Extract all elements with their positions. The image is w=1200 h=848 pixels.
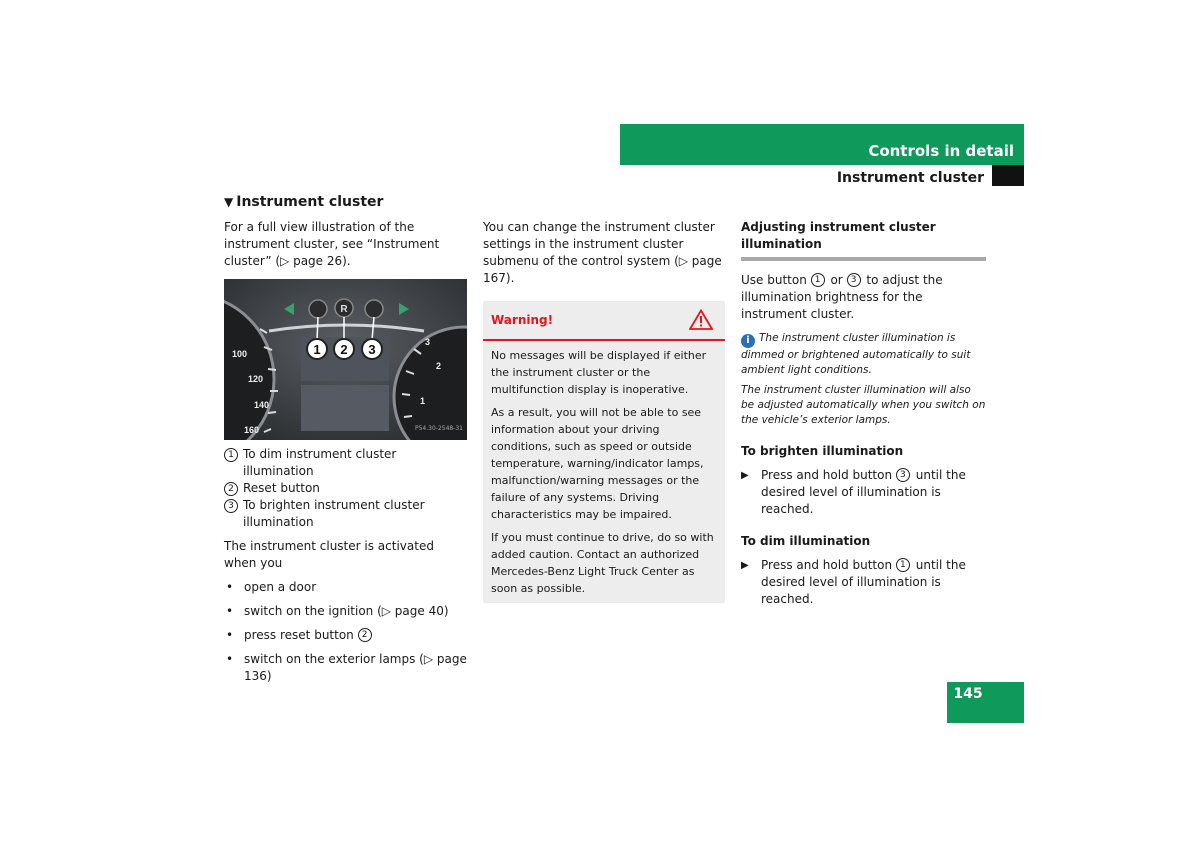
gauge-label-3: 3 (425, 337, 431, 347)
brighten-heading: To brighten illumination (741, 444, 904, 458)
column-middle (483, 219, 727, 603)
number-marker: 1 (224, 448, 238, 462)
warning-header (483, 301, 725, 341)
info-note: i The instrument cluster illumination is dimmed or brightened automatically to suit ambient light conditions. (741, 332, 971, 376)
adjust-heading: Adjusting instrument cluster illumination (741, 220, 936, 251)
warning-paragraph: As a result, you will not be able to see information about your driving conditions, such as speed or outside temperature, warning/indicator lamps, malfunction/warning messages or the failure of any systems. Driving characteristics may be impaired. (491, 406, 704, 521)
gauge-label-140: 140 (254, 400, 270, 410)
step-arrow-icon: ▶ (741, 470, 749, 481)
gauge-label-1: 1 (420, 396, 426, 406)
legend-item (224, 480, 468, 497)
warning-body (483, 341, 725, 603)
callout-1: 1 (313, 342, 321, 357)
chapter-header-band (620, 124, 1024, 165)
gauge-label-160: 160 (244, 425, 260, 435)
activation-list (224, 579, 468, 685)
gauge-label-100: 100 (232, 349, 248, 359)
number-marker: 2 (224, 482, 238, 496)
warning-triangle-icon (689, 309, 713, 335)
section-title: ▼ Instrument cluster (224, 194, 384, 210)
number-marker: 3 (896, 468, 910, 482)
column-right (741, 219, 986, 608)
page-number: 145 (953, 686, 983, 702)
step-arrow-icon: ▶ (741, 560, 749, 571)
triangle-down-icon: ▼ (224, 195, 234, 209)
number-marker: 1 (896, 558, 910, 572)
column-left (224, 219, 468, 685)
image-legend (224, 446, 468, 531)
legend-item (224, 446, 468, 480)
warning-box (483, 301, 725, 603)
gauge-label-2: 2 (436, 361, 442, 371)
list-item: • open a door (226, 580, 317, 594)
instrument-cluster-image (224, 279, 467, 440)
settings-text: You can change the instrument cluster settings in the instrument cluster submenu of the control system (▷ page 167). (483, 220, 722, 285)
list-item: • switch on the ignition (▷ page 40) (226, 604, 449, 618)
legend-text: Reset button (243, 481, 320, 495)
page-number-box (947, 682, 1024, 723)
button-letter-r: R (340, 304, 348, 315)
dim-step: ▶ Press and hold button 1 until the desired level of illumination is reached. (741, 558, 966, 606)
callout-2: 2 (340, 342, 348, 357)
section-header: Instrument cluster (836, 170, 984, 186)
warning-title: Warning! (491, 313, 554, 327)
callout-3: 3 (368, 342, 376, 357)
list-item: • press reset button 2 (224, 627, 468, 644)
chapter-title: Controls in detail (868, 142, 1014, 160)
info-note-2: The instrument cluster illumination will also be adjusted automatically when you switch on the vehicle’s exterior lamps. (741, 384, 986, 426)
gauge-label-120: 120 (248, 374, 264, 384)
legend-item (224, 497, 468, 531)
brighten-step: ▶ Press and hold button 3 until the desired level of illumination is reached. (741, 468, 966, 516)
legend-text: To brighten instrument cluster illumination (243, 498, 425, 529)
warning-paragraph: If you must continue to drive, do so with added caution. Contact an authorized Mercedes-Benz Light Truck Center as soon as possible. (491, 531, 714, 595)
number-marker: 1 (811, 273, 825, 287)
heading-rule (741, 257, 986, 261)
dim-heading: To dim illumination (741, 534, 871, 548)
intro-text: For a full view illustration of the instrument cluster, see “Instrument cluster” (▷ page 26). (224, 220, 440, 268)
image-code: P54.30-2548-31 (414, 425, 463, 432)
header-marker-block (992, 165, 1024, 186)
info-icon: i (741, 334, 755, 348)
number-marker: 3 (847, 273, 861, 287)
number-marker: 2 (358, 628, 372, 642)
use-button-text: Use button 1 or 3 to adjust the illumination brightness for the instrument cluster. (741, 273, 943, 321)
warning-paragraph: No messages will be displayed if either the instrument cluster or the multifunction display is inoperative. (491, 349, 707, 396)
legend-text: To dim instrument cluster illumination (243, 447, 397, 478)
list-item: • switch on the exterior lamps (▷ page 136) (226, 652, 467, 683)
activation-intro: The instrument cluster is activated when you (224, 539, 434, 570)
number-marker: 3 (224, 499, 238, 513)
